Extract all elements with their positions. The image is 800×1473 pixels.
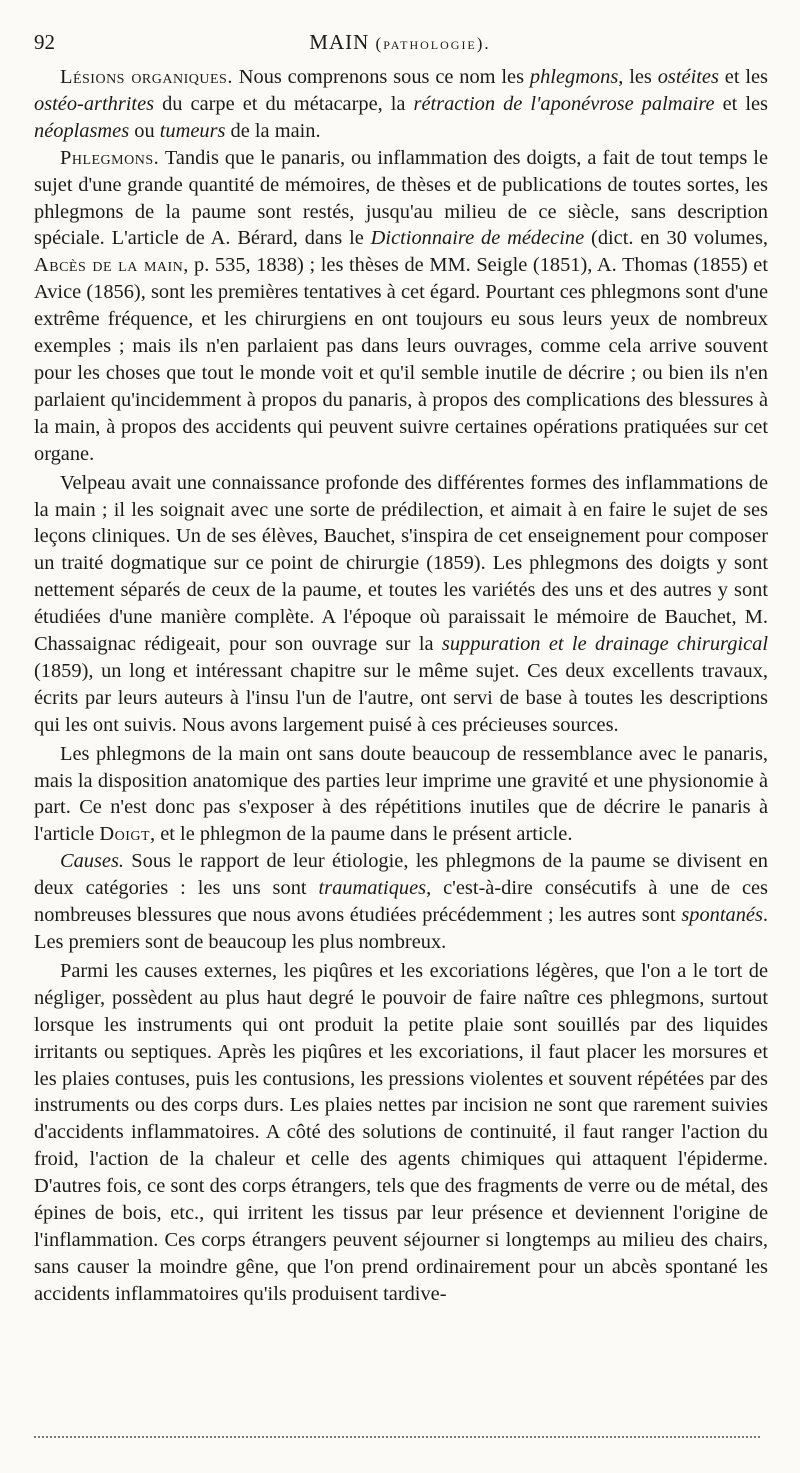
italic-term: phlegmons bbox=[529, 66, 619, 88]
italic-term: tumeurs bbox=[159, 119, 226, 142]
footer-dotted-rule bbox=[34, 1436, 760, 1440]
text-run: ou bbox=[129, 119, 160, 142]
text-run: Parmi les causes externes, les piqûres et les excoriations légères, que l'on a le tort de négliger, possèdent au plus haut degré le pouvoir de faire naître ces phlegmons, surtout lorsque les instruments qui ont produit la petite plaie sont souillés par des liquides irritants ou septiques. Après les piqûres et les excoriations, il faut placer les morsures et les plaies contuses, puis les contusions, les pressions violentes et souvent répétées par des instruments ou des corps durs. Les plaies nettes par incision ne sont que rarement suivies d'accidents inflammatoires. A côté des solutions de continuité, il faut ranger l'action du froid, l'action de la chaleur et celle des agents chimiques qui attaquent l'épiderme. D'autres fois, ce sont des corps étrangers, tels que des fragments de verre ou de métal, des épines de bois, etc., qui irritent les tissus par leur présence et deviennent l'origine de l'inflammation. Ces corps étrangers peuvent séjourner si longtemps au milieu des chairs, sans causer la moindre gêne, que l'on prend ordinairement pour un abcès spontané les accidents inflammatoires qu'ils produisent tardive- bbox=[34, 959, 768, 1305]
text-run: du carpe et du métacarpe, la bbox=[154, 92, 414, 115]
text-run: et les bbox=[718, 66, 768, 88]
text-run: Velpeau avait une connaissance profonde des différentes formes des inflammations de la main ; il les soignait avec une sorte de prédilection, et aimait à en faire le sujet de ses leçons cliniques. Un de ses élèves, Bauchet, s'inspira de cet enseignement pour composer un traité dogmatique sur ce point de chirurgie (1859). Les phlegmons des doigts y sont nettement séparés de ceux de la paume, et toutes les variétés des uns et des autres y sont étudiées d'une manière complète. A l'époque où paraissait le mémoire de Bauchet, M. Chassaignac rédigeait, pour son ouvrage sur la bbox=[34, 471, 768, 656]
text-run: Sous le rapport de leur étiologie, les phlegmons de la paume se divisent en deux catégories : les uns sont bbox=[34, 850, 768, 900]
paragraph-velpeau bbox=[34, 470, 768, 739]
italic-term: traumatiques bbox=[318, 877, 427, 900]
italic-term: néoplasmes bbox=[34, 119, 130, 142]
text-run: (dict. en 30 volumes, bbox=[584, 227, 768, 250]
text-run: Nous comprenons sous ce nom les bbox=[232, 66, 530, 88]
italic-term: Dictionnaire de médecine bbox=[370, 227, 585, 250]
section-heading: Phlegmons. bbox=[60, 146, 160, 169]
text-run: de la main. bbox=[225, 119, 321, 142]
text-run: et les bbox=[714, 92, 768, 115]
text-run: , c'est-à-dire consécutifs à une de ces nombreuses blessures que nous avons étudiées précédemment ; les autres sont bbox=[34, 877, 768, 927]
small-caps-term: Doigt bbox=[99, 823, 151, 846]
page-title bbox=[34, 30, 766, 55]
italic-term: ostéites bbox=[657, 66, 719, 88]
section-heading: Lésions organiques. bbox=[60, 66, 233, 88]
page-number: 92 bbox=[34, 30, 55, 54]
italic-term: ostéo-arthrites bbox=[34, 92, 155, 115]
small-caps-term: Abcès de la main bbox=[34, 254, 184, 277]
body-text bbox=[34, 64, 768, 1308]
text-run: , les bbox=[618, 66, 658, 88]
text-run: Tandis que le panaris, ou inflammation des doigts, a fait de tout temps le sujet d'une grande quantité de mémoires, de thèses et de publications de toutes sortes, les phlegmons de la paume sont restés, jusqu'au milieu de ce siècle, sans description spéciale. L'article de A. Bérard, dans le bbox=[34, 146, 768, 250]
text-run: (1859), un long et intéressant chapitre sur le même sujet. Ces deux excellents travaux, écrits par leurs auteurs à l'insu l'un de l'autre, ont servi de base à toutes les descriptions qui les ont suivis. Nous avons largement puisé à ces précieuses sources. bbox=[34, 659, 768, 736]
title-main: MAIN bbox=[309, 30, 370, 54]
paragraph-phlegmons bbox=[34, 145, 768, 468]
text-run: , p. 535, 1838) ; les thèses de MM. Seigle (1851), A. Thomas (1855) et Avice (1856), sont les premières tentatives à cet égard. Pourtant ces phlegmons sont d'une extrême fréquence, et les chirurgiens en ont toujours eu sous leurs yeux de nombreux exemples ; mais ils n'en parlaient pas dans leurs ouvrages, comme cela arrive souvent pour les choses que tout le monde voit et qu'il semble inutile de décrire ; ou bien ils n'en parlaient qu'incidemment à propos du panaris, à propos des complications des blessures à la main, à propos des accidents qui peuvent suivre certaines opérations pratiquées sur cet organe. bbox=[34, 254, 768, 465]
italic-term: rétraction de l'aponévrose palmaire bbox=[413, 92, 715, 115]
text-run: Les phlegmons de la main ont sans doute beaucoup de ressemblance avec le panaris, mais la disposition anatomique des parties leur imprime une gravité et une physionomie à part. Ce n'est donc pas s'exposer à des répétitions inutiles que de décrire le panaris à l'article bbox=[34, 742, 768, 846]
paragraph-lesions bbox=[34, 64, 768, 145]
text-run: . Les premiers sont de beaucoup les plus nombreux. bbox=[34, 904, 768, 953]
paragraph-ressemblance bbox=[34, 741, 768, 849]
running-header bbox=[34, 30, 766, 60]
title-subtitle: (pathologie). bbox=[375, 34, 491, 53]
italic-term: suppuration et le drainage chirurgical bbox=[441, 633, 768, 656]
italic-term: spontanés bbox=[681, 904, 763, 927]
text-run: , et le phlegmon de la paume dans le présent article. bbox=[150, 823, 573, 846]
paragraph-causes bbox=[34, 848, 768, 956]
section-heading: Causes. bbox=[60, 850, 125, 873]
paragraph-causes-externes bbox=[34, 958, 768, 1308]
